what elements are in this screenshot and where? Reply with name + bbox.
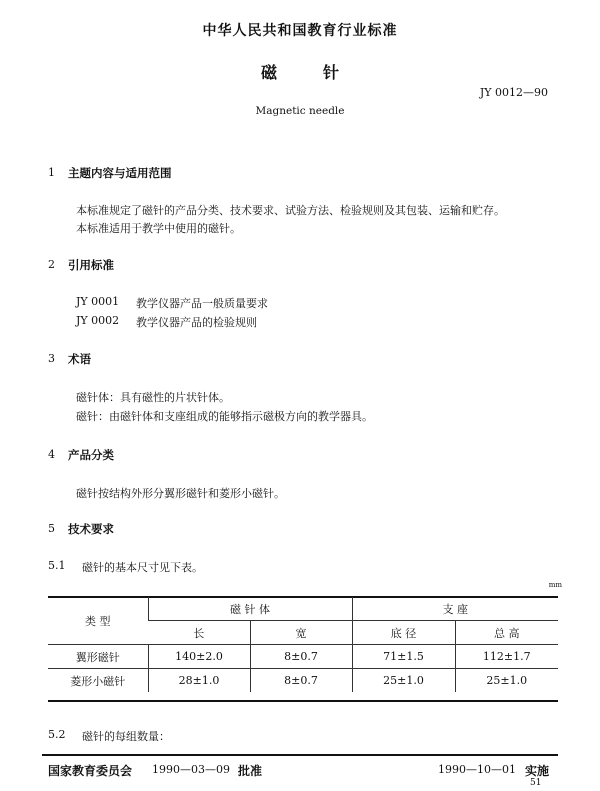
section-2-title: 引用标准 <box>68 258 114 272</box>
group-body-header: 磁 针 体 <box>148 597 352 621</box>
row-total-height: 25±1.0 <box>455 669 558 693</box>
row-base-dia: 25±1.0 <box>352 669 455 693</box>
type-header <box>48 597 148 645</box>
approve-label: 批准 <box>238 764 263 778</box>
page-number: 51 <box>530 778 542 788</box>
row-width: 8±0.7 <box>250 645 352 669</box>
section-5-1-text: 磁针的基本尺寸见下表。 <box>82 561 203 574</box>
footer-rule <box>42 754 558 756</box>
section-5-2-text: 磁针的每组数量： <box>82 730 170 743</box>
type-header-label: 类 型 <box>85 614 111 628</box>
effective-date: 1990—10—01 <box>438 763 516 776</box>
section-4-number: 4 <box>48 448 55 461</box>
document-header: 中华人民共和国教育行业标准 <box>202 23 398 39</box>
standard-number: JY 0012—90 <box>479 86 548 99</box>
english-subtitle: Magnetic needle <box>255 105 345 117</box>
section-5-number: 5 <box>48 522 55 535</box>
table-row <box>48 669 558 693</box>
section-5-2-number: 5.2 <box>48 728 66 741</box>
section-3-title: 术语 <box>68 352 91 366</box>
col-length-header: 长 <box>148 621 250 645</box>
section-2-number: 2 <box>48 258 55 271</box>
row-type: 翼形磁针 <box>48 645 148 669</box>
section-5-title: 技术要求 <box>68 522 114 536</box>
table-row <box>48 645 558 669</box>
section-1-number: 1 <box>48 166 55 179</box>
section-1-title: 主题内容与适用范围 <box>68 166 172 180</box>
group-stand-header: 支 座 <box>352 597 558 621</box>
reference-1-code: JY 0001 <box>76 295 120 308</box>
col-base-dia-header: 底 径 <box>352 621 455 645</box>
section-1-line-2: 本标准适用于教学中使用的磁针。 <box>76 222 241 235</box>
section-3-number: 3 <box>48 352 55 365</box>
table-header-row-1 <box>48 597 558 621</box>
issuer: 国家教育委员会 <box>48 764 133 778</box>
reference-2-name: 教学仪器产品的检验规则 <box>136 316 257 329</box>
section-4-line-1: 磁针按结构外形分翼形磁针和菱形小磁针。 <box>76 487 285 500</box>
row-type: 菱形小磁针 <box>70 674 126 688</box>
table-bottom-rule <box>48 700 558 702</box>
row-total-height: 112±1.7 <box>455 645 558 669</box>
table-unit: mm <box>548 581 562 589</box>
col-width-header: 宽 <box>250 621 352 645</box>
row-base-dia: 71±1.5 <box>352 645 455 669</box>
section-1-line-1: 本标准规定了磁针的产品分类、技术要求、试验方法、检验规则及其包装、运输和贮存。 <box>76 204 505 217</box>
dimension-table <box>48 597 558 692</box>
row-length: 28±1.0 <box>148 669 250 693</box>
document-title: 磁针 <box>260 63 385 82</box>
reference-2-code: JY 0002 <box>76 314 120 327</box>
col-total-height-header: 总 高 <box>455 621 558 645</box>
section-3-line-2: 磁针：由磁针体和支座组成的能够指示磁极方向的教学器具。 <box>76 410 373 423</box>
section-4-title: 产品分类 <box>68 448 114 462</box>
row-length: 140±2.0 <box>148 645 250 669</box>
row-width: 8±0.7 <box>250 669 352 693</box>
approve-date: 1990—03—09 <box>152 763 230 776</box>
effective-label: 实施 <box>525 764 550 778</box>
reference-1-name: 教学仪器产品一般质量要求 <box>136 297 268 310</box>
section-3-line-1: 磁针体：具有磁性的片状针体。 <box>76 391 230 404</box>
section-5-1-number: 5.1 <box>48 559 66 572</box>
